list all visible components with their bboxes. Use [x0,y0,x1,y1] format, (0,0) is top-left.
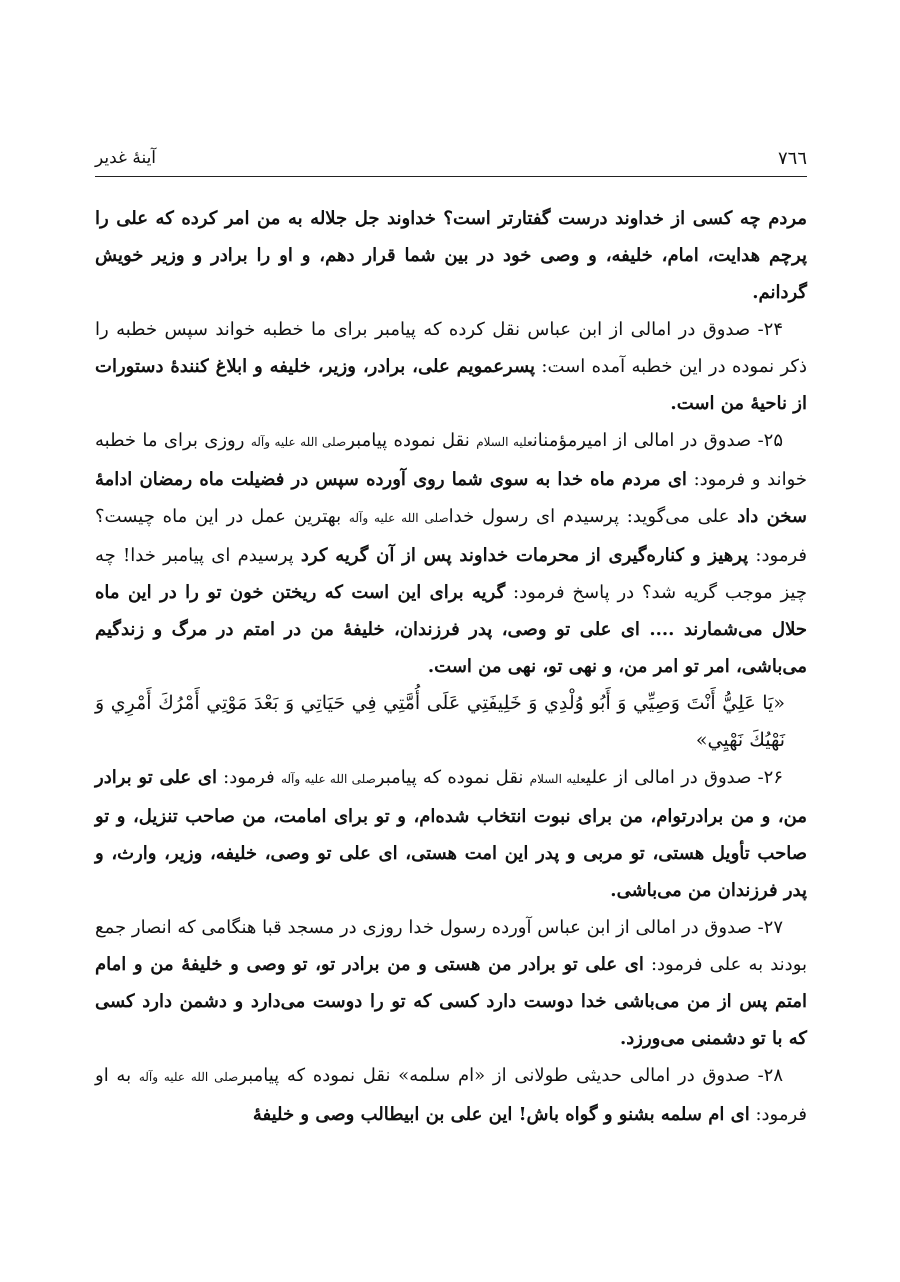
paragraph-text: مردم چه کسی از خداوند درست گفتارتر است؟ خداوند جل جلاله به من امر کرده که علی را پرچم هدایت، امام، خلیفه، و وصی خود در بین شما قرار دهم، و او را برادر و وزیر خویش گردانم. [95,208,807,303]
honorific-symbol: صلی الله علیه وآله [348,511,449,525]
paragraph-text: ۲۴- صدوق در امالی از ابن عباس نقل کرده که پیامبر برای ما خطبه خواند سپس خطبه را ذکر نموده در این خطبه آمده است: [95,319,807,377]
paragraph-text: به او فرمود: [95,1065,807,1125]
bold-quote: گریه برای این است که ریختن خون تو را در این ماه حلال می‌شمارند .... ای علی تو وصی، پدر فرزندان، خلیفۀ من در امتم در مرگ و زندگیم می‌باشی، امر تو امر من، و نهی تو، نهی من است. [95,582,807,677]
paragraph-text: بهترین عمل در این ماه چیست؟ فرمود: [95,506,807,566]
paragraph-continuation [95,200,807,311]
arabic-text: «يَا عَلِيُّ أَنْتَ وَصِيِّي وَ أَبُو وُلْدِي وَ خَلِيفَتِي عَلَى أُمَّتِي فِي حَيَاتِي وَ بَعْدَ مَوْتِي أَمْرُكَ أَمْرِي وَ نَهْيُكَ نَهْيِي» [95,692,785,751]
paragraph-25 [95,422,807,685]
paragraph-text: روزی برای ما خطبه خواند و فرمود: [95,430,807,490]
arabic-hadith [95,685,807,759]
paragraph-text: نقل نموده که پیامبر [375,767,530,788]
paragraph-24 [95,311,807,422]
honorific-symbol: علیه السلام [476,435,533,449]
paragraph-text: ۲۶- صدوق در امالی از علی [586,767,783,788]
paragraph-26 [95,759,807,909]
paragraph-27 [95,909,807,1057]
page-header [95,148,807,174]
page-number: ٧٦٦ [777,148,807,169]
paragraph-text: ۲۸- صدوق در امالی حدیثی طولانی از «ام سلمه» نقل نموده که پیامبر [238,1065,783,1086]
honorific-symbol: علیه السلام [529,772,587,786]
running-title: آینۀ غدیر [95,148,157,168]
bold-quote: ای علی تو برادر من هستی و من برادر تو، تو وصی و خلیفۀ من و امام امتم پس از من می‌باشی خدا دوست دارد کسی که تو را دوست می‌دارد و دشمن دارد کسی که با تو دشمنی می‌ورزد. [95,954,807,1049]
page-body [95,200,807,1133]
honorific-symbol: صلی الله علیه وآله [250,435,347,449]
honorific-symbol: صلی الله علیه وآله [138,1070,239,1084]
bold-quote: پرهیز و کناره‌گیری از محرمات خداوند پس از آن گریه کرد [300,545,749,566]
header-rule [95,176,807,177]
paragraph-text: علی می‌گوید: پرسیدم ای رسول خدا [448,506,738,527]
paragraph-text: نقل نموده پیامبر [346,430,477,451]
paragraph-text: ۲۵- صدوق در امالی از امیرمؤمنان [532,430,783,451]
paragraph-text: ۲۷- صدوق در امالی از ابن عباس آورده رسول خدا روزی در مسجد قبا هنگامی که انصار جمع بودند به علی فرمود: [95,917,808,975]
paragraph-text: پرسیدم ای پیامبر خدا! چه چیز موجب گریه شد؟ در پاسخ فرمود: [95,545,807,603]
bold-quote: ای علی تو برادر من، و من برادرتوام، من برای نبوت انتخاب شده‌ام، و تو برای امامت، من صاحب تنزیل، و تو صاحب تأویل هستی، تو مربی و پدر این امت هستی، ای علی تو وصی، خلیفه، وزیر، وارث، و پدر فرزندان من می‌باشی. [95,767,807,901]
paragraph-28 [95,1057,807,1133]
honorific-symbol: صلی الله علیه وآله [280,772,376,786]
bold-quote: ای ام سلمه بشنو و گواه باش! این علی بن ابیطالب وصی و خلیفۀ [252,1104,750,1125]
bold-quote: ای مردم ماه خدا به سوی شما روی آورده سپس در فضیلت ماه رمضان ادامۀ سخن داد [95,469,807,527]
bold-quote: پسرعمویم علی، برادر، وزیر، خلیفه و ابلاغ کنندۀ دستورات از ناحیۀ من است. [95,356,807,414]
paragraph-text: فرمود: [216,767,281,788]
